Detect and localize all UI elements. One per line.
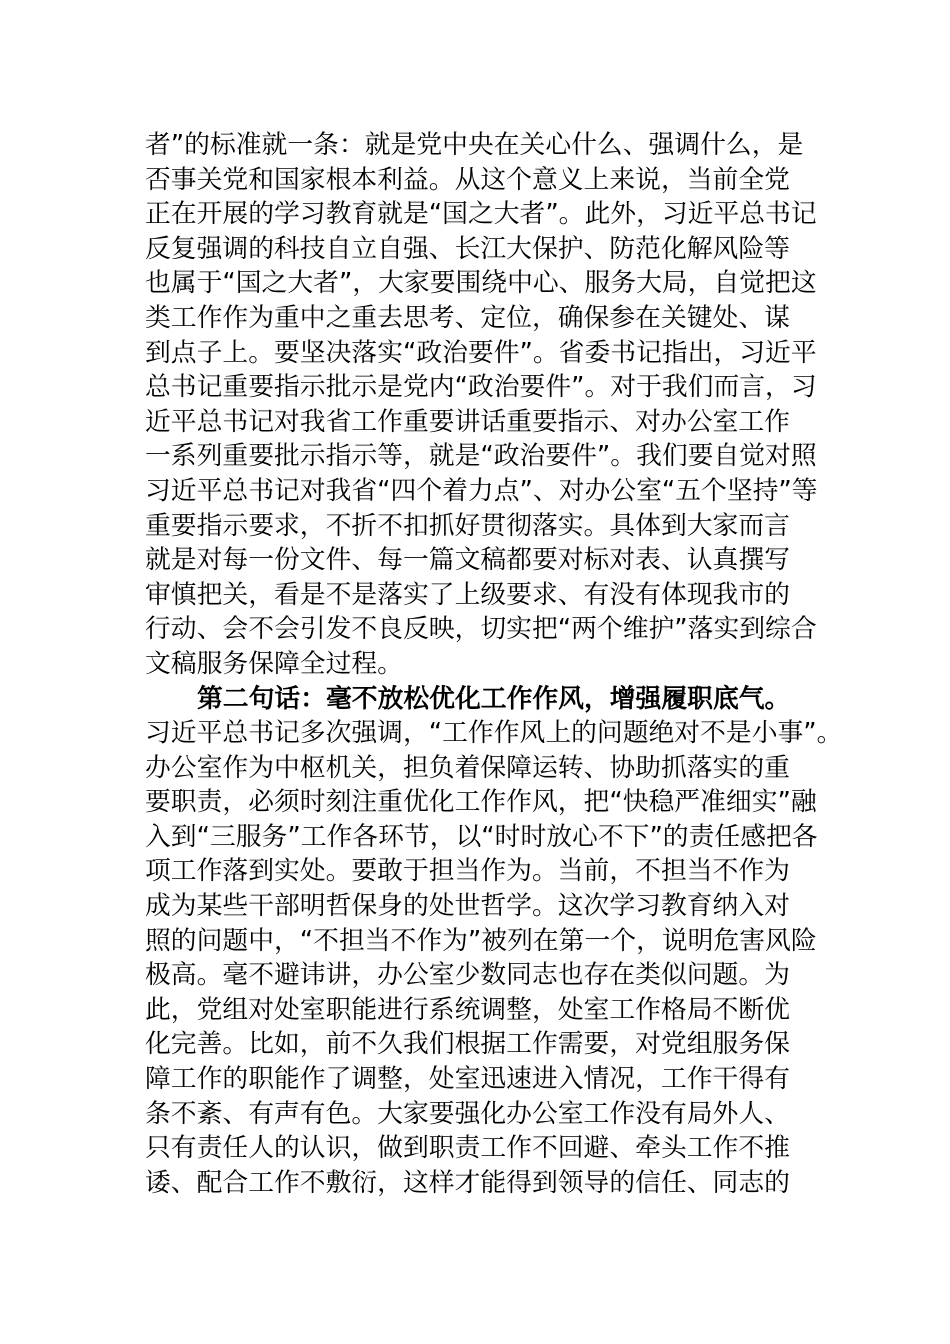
text-line: 近平总书记对我省工作重要讲话重要指示、对办公室工作 xyxy=(145,406,790,437)
text-line: 项工作落到实处。要敢于担当作为。当前，不担当不作为 xyxy=(145,856,790,887)
text-line: 到点子上。要坚决落实“政治要件”。省委书记指出，习近平 xyxy=(145,337,817,368)
text-line: 否事关党和国家根本利益。从这个意义上来说，当前全党 xyxy=(145,164,790,195)
text-line: 化完善。比如，前不久我们根据工作需要，对党组服务保 xyxy=(145,1029,790,1060)
text-line: 反复强调的科技自立自强、长江大保护、防范化解风险等 xyxy=(145,233,790,264)
text-line: 也属于“国之大者”，大家要围绕中心、服务大局，自觉把这 xyxy=(145,268,817,299)
text-line: 者”的标准就一条：就是党中央在关心什么、强调什么，是 xyxy=(145,130,804,160)
text-line: 文稿服务保障全过程。 xyxy=(145,648,403,679)
document-body xyxy=(145,128,843,1200)
text-line: 条不紊、有声有色。大家要强化办公室工作没有局外人、 xyxy=(145,1098,790,1129)
text-line: 审慎把关，看是不是落实了上级要求、有没有体现我市的 xyxy=(145,579,790,610)
text-line: 正在开展的学习教育就是“国之大者”。此外，习近平总书记 xyxy=(145,199,817,230)
text-line: 重要指示要求，不折不扣抓好贯彻落实。具体到大家而言 xyxy=(145,510,790,541)
text-line: 此，党组对处室职能进行系统调整，处室工作格局不断优 xyxy=(145,994,790,1025)
text-line: 习近平总书记对我省“四个着力点”、对办公室“五个坚持”等 xyxy=(145,475,818,506)
text-line: 习近平总书记多次强调，“工作作风上的问题绝对不是小事”。 xyxy=(145,718,843,749)
text-line: 一系列重要批示指示等，就是“政治要件”。我们要自觉对照 xyxy=(145,441,817,472)
text-line: 只有责任人的认识，做到职责工作不回避、牵头工作不推 xyxy=(145,1133,790,1164)
section-heading-line: 第二句话：毫不放松优化工作作风，增强履职底气。 xyxy=(197,683,791,714)
text-line: 行动、会不会引发不良反映，切实把“两个维护”落实到综合 xyxy=(145,614,817,645)
text-line: 就是对每一份文件、每一篇文稿都要对标对表、认真撰写 xyxy=(145,545,790,576)
text-line: 诿、配合工作不敷衍，这样才能得到领导的信任、同志的 xyxy=(145,1167,790,1198)
text-line: 要职责，必须时刻注重优化工作作风，把“快稳严准细实”融 xyxy=(145,787,817,818)
text-line: 总书记重要指示批示是党内“政治要件”。对于我们而言，习 xyxy=(145,372,817,403)
text-line: 入到“三服务”工作各环节，以“时时放心不下”的责任感把各 xyxy=(145,821,818,852)
text-line: 办公室作为中枢机关，担负着保障运转、协助抓落实的重 xyxy=(145,752,790,783)
text-line: 照的问题中，“不担当不作为”被列在第一个，说明危害风险 xyxy=(145,925,817,956)
text-line: 极高。毫不避讳讲，办公室少数同志也存在类似问题。为 xyxy=(145,960,790,991)
text-line: 类工作作为重中之重去思考、定位，确保参在关键处、谋 xyxy=(145,302,790,333)
text-line: 障工作的职能作了调整，处室迅速进入情况，工作干得有 xyxy=(145,1064,790,1095)
text-line: 成为某些干部明哲保身的处世哲学。这次学习教育纳入对 xyxy=(145,891,790,922)
